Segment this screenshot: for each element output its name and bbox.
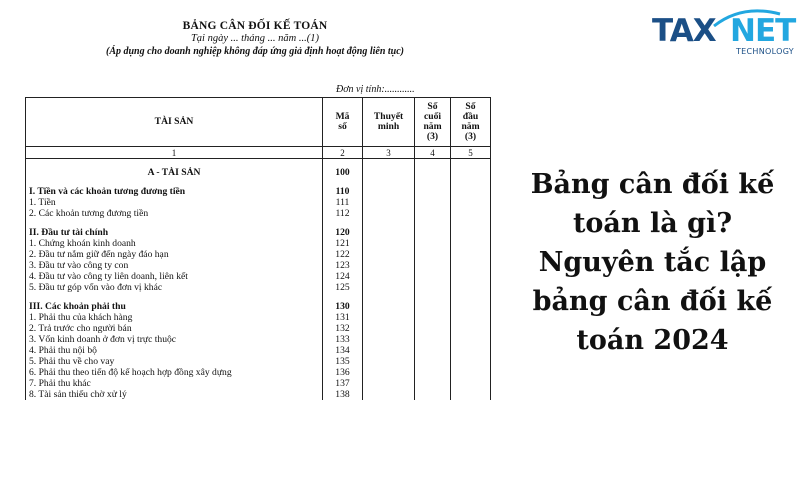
- row-label: 3. Đầu tư vào công ty con: [26, 260, 323, 271]
- row-code: 124: [323, 271, 363, 282]
- row-label: 2. Đầu tư nắm giữ đến ngày đáo hạn: [26, 249, 323, 260]
- table-row: [26, 378, 491, 389]
- headline-line: bảng cân đối kế: [532, 286, 773, 317]
- row-label: 3. Vốn kinh doanh ở đơn vị trực thuộc: [26, 334, 323, 345]
- table-row: [26, 167, 491, 178]
- table-row: [26, 301, 491, 312]
- row-code: 134: [323, 345, 363, 356]
- row-code: 133: [323, 334, 363, 345]
- row-label: 4. Đầu tư vào công ty liên doanh, liên kết: [26, 271, 323, 282]
- table-row: [26, 356, 491, 367]
- row-code: 110: [323, 186, 363, 197]
- row-code: 111: [323, 197, 363, 208]
- row-label: 4. Phải thu nội bộ: [26, 345, 323, 356]
- row-label: 2. Trả trước cho người bán: [26, 323, 323, 334]
- header-end-of-year: Số cuối năm (3): [415, 98, 451, 147]
- row-label: 1. Tiền: [26, 197, 323, 208]
- row-label: III. Các khoản phải thu: [26, 301, 323, 312]
- article-headline: [505, 165, 800, 360]
- logo-text-tax: TAX: [652, 13, 716, 49]
- table-row: [26, 238, 491, 249]
- column-number: 3: [363, 147, 415, 159]
- row-label: 5. Đầu tư góp vốn vào đơn vị khác: [26, 282, 323, 293]
- row-label: 2. Các khoản tương đương tiền: [26, 208, 323, 219]
- table-row: [26, 186, 491, 197]
- headline-line: toán là gì?: [572, 208, 733, 239]
- document-date-line: Tại ngày ... tháng ... năm ...(1): [190, 33, 320, 44]
- table-row: [26, 249, 491, 260]
- table-row: [26, 312, 491, 323]
- row-label: 1. Phải thu của khách hàng: [26, 312, 323, 323]
- table-row: [26, 227, 491, 238]
- row-label: II. Đầu tư tài chính: [26, 227, 323, 238]
- header-code: Mã số: [323, 98, 363, 147]
- table-row: [26, 323, 491, 334]
- table-row: [26, 334, 491, 345]
- row-label: 5. Phải thu về cho vay: [26, 356, 323, 367]
- row-code: 130: [323, 301, 363, 312]
- column-number: 2: [323, 147, 363, 159]
- table-row: [26, 345, 491, 356]
- column-number: 1: [26, 147, 323, 159]
- headline-line: toán 2024: [576, 325, 729, 356]
- headline-line: Bảng cân đối kế: [530, 169, 775, 200]
- table-row: [26, 260, 491, 271]
- column-number: 4: [415, 147, 451, 159]
- row-code: 123: [323, 260, 363, 271]
- row-code: 135: [323, 356, 363, 367]
- row-code: 131: [323, 312, 363, 323]
- row-code: 136: [323, 367, 363, 378]
- row-label: 7. Phải thu khác: [26, 378, 323, 389]
- row-label: A - TÀI SẢN: [26, 167, 323, 178]
- row-code: 138: [323, 389, 363, 400]
- row-label: 8. Tài sản thiếu chờ xử lý: [26, 389, 323, 400]
- document-title: BẢNG CÂN ĐỐI KẾ TOÁN: [182, 20, 328, 32]
- table-row: [26, 208, 491, 219]
- row-code: 132: [323, 323, 363, 334]
- row-code: 121: [323, 238, 363, 249]
- row-label: 1. Chứng khoán kinh doanh: [26, 238, 323, 249]
- row-code: 120: [323, 227, 363, 238]
- row-code: 137: [323, 378, 363, 389]
- table-row: [26, 367, 491, 378]
- header-asset: TÀI SẢN: [26, 98, 323, 147]
- document-note: (Áp dụng cho doanh nghiệp không đáp ứng giả định hoạt động liên tục): [105, 46, 404, 57]
- header-note: Thuyết minh: [363, 98, 415, 147]
- row-code: 112: [323, 208, 363, 219]
- row-code: 122: [323, 249, 363, 260]
- headline-line: Nguyên tắc lập: [538, 247, 767, 278]
- logo-subtitle: TECHNOLOGY: [736, 47, 794, 56]
- table-row: [26, 197, 491, 208]
- balance-sheet-table: [25, 97, 491, 400]
- row-code: 125: [323, 282, 363, 293]
- row-label: I. Tiền và các khoản tương đương tiền: [26, 186, 323, 197]
- table-row: [26, 282, 491, 293]
- row-code: 100: [323, 167, 363, 178]
- logo-text-net: NET: [730, 13, 796, 49]
- header-beginning-of-year: Số đầu năm (3): [451, 98, 491, 147]
- taxnet-logo: [652, 14, 794, 60]
- table-row: [26, 271, 491, 282]
- column-number: 5: [451, 147, 491, 159]
- table-row: [26, 389, 491, 400]
- currency-unit: Đơn vị tính:............: [336, 84, 415, 95]
- row-label: 6. Phải thu theo tiến độ kế hoạch hợp đồng xây dựng: [26, 367, 323, 378]
